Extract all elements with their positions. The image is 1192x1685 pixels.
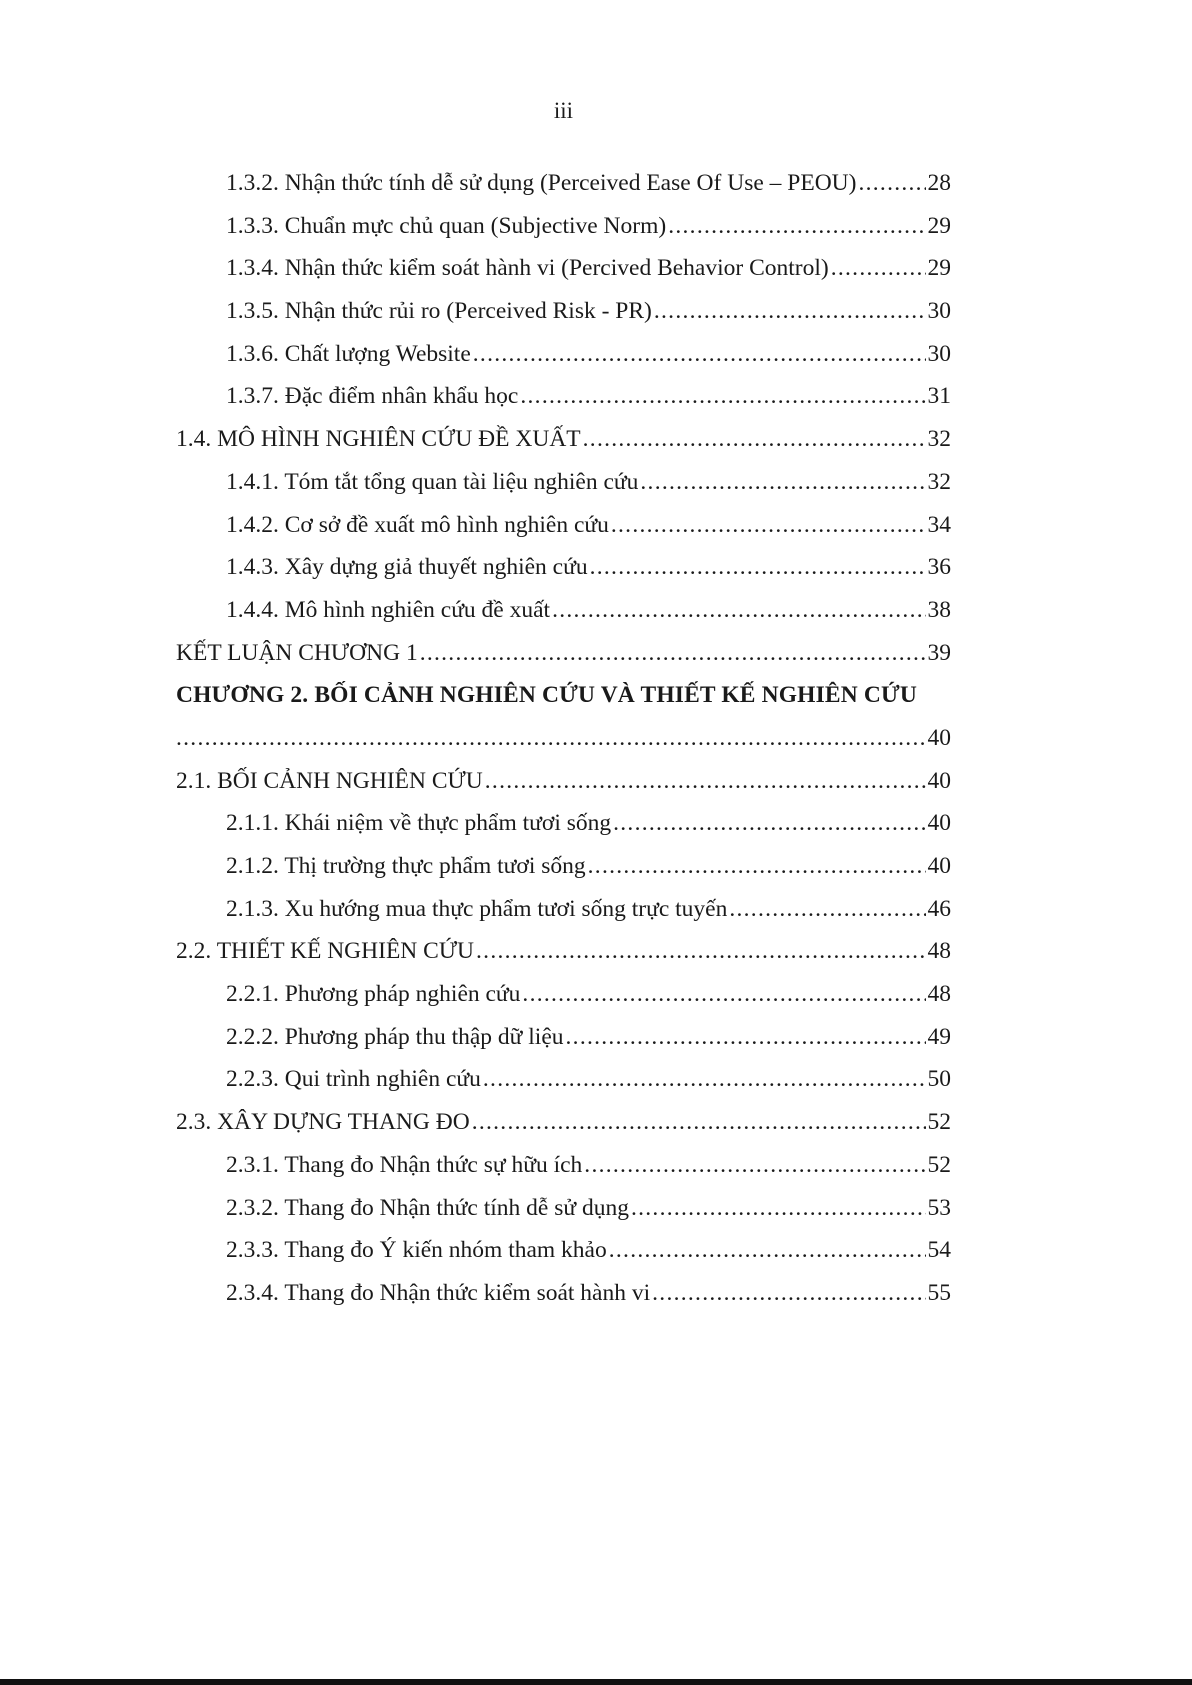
- toc-entry-title: KẾT LUẬN CHƯƠNG 1: [176, 639, 418, 666]
- toc-entry-page: 52: [927, 1151, 951, 1178]
- toc-subsection-entry[interactable]: [176, 896, 951, 939]
- toc-subsection-entry[interactable]: [176, 298, 951, 341]
- toc-subsection-entry[interactable]: [176, 1237, 951, 1280]
- toc-dot-leader: [729, 896, 925, 923]
- toc-entry-page: 31: [927, 383, 951, 410]
- toc-subsection-entry[interactable]: [176, 1152, 951, 1195]
- toc-dot-leader: [473, 341, 926, 368]
- toc-entry-title: 2.2.1. Phương pháp nghiên cứu: [226, 981, 521, 1008]
- toc-subsection-entry[interactable]: [176, 1024, 951, 1067]
- toc-entry-page: 54: [927, 1237, 951, 1264]
- toc-entry-title: 1.3.4. Nhận thức kiểm soát hành vi (Percived Behavior Control): [226, 255, 829, 282]
- toc-subsection-entry[interactable]: [176, 512, 951, 555]
- toc-entry-page: 29: [927, 212, 951, 239]
- toc-subsection-entry[interactable]: [176, 170, 951, 213]
- toc-dot-leader: [520, 383, 925, 410]
- toc-entry-title: CHƯƠNG 2. BỐI CẢNH NGHIÊN CỨU VÀ THIẾT KẾ NGHIÊN CỨU: [176, 682, 917, 709]
- toc-dot-leader: [654, 298, 926, 325]
- toc-entry-title: 1.4.3. Xây dựng giả thuyết nghiên cứu: [226, 554, 588, 581]
- toc-entry-title: 2.1. BỐI CẢNH NGHIÊN CỨU: [176, 767, 483, 794]
- toc-entry-title: 2.3. XÂY DỰNG THANG ĐO: [176, 1109, 470, 1136]
- toc-subsection-entry[interactable]: [176, 213, 951, 256]
- toc-dot-leader: [583, 426, 926, 453]
- toc-dot-leader: [858, 170, 925, 197]
- toc-entry-page: 32: [927, 468, 951, 495]
- toc-entry-title: 1.3.7. Đặc điểm nhân khẩu học: [226, 383, 519, 410]
- toc-dot-leader: [584, 1152, 925, 1179]
- toc-dot-leader: [590, 554, 926, 581]
- toc-entry-page: 40: [927, 767, 951, 794]
- toc-entry-title: 2.1.3. Xu hướng mua thực phẩm tươi sống trực tuyến: [226, 895, 728, 922]
- toc-entry-title: 1.4.1. Tóm tắt tổng quan tài liệu nghiên cứu: [226, 468, 639, 495]
- toc-subsection-entry[interactable]: [176, 853, 951, 896]
- toc-entry-title: 2.2.2. Phương pháp thu thập dữ liệu: [226, 1023, 564, 1050]
- toc-dot-leader: [611, 512, 926, 539]
- toc-entry-page: 30: [927, 340, 951, 367]
- toc-dot-leader: [631, 1195, 926, 1222]
- page-number: iii: [553, 98, 574, 123]
- toc-entry-title: 2.3.3. Thang đo Ý kiến nhóm tham khảo: [226, 1237, 607, 1264]
- toc-subsection-entry[interactable]: [176, 554, 951, 597]
- toc-section-entry[interactable]: [176, 640, 951, 683]
- toc-entry-page: 28: [927, 170, 951, 196]
- toc-chapter-heading[interactable]: [176, 682, 951, 725]
- toc-dot-leader: [640, 469, 925, 496]
- toc-entry-page: 55: [927, 1279, 951, 1306]
- bottom-border: [0, 1679, 1192, 1685]
- toc-entry-page: 48: [927, 938, 951, 965]
- toc-dot-leader: [485, 768, 926, 795]
- toc-dot-leader: [668, 213, 925, 240]
- toc-dot-leader: [552, 597, 925, 624]
- toc-dot-leader: [476, 938, 925, 965]
- toc-dot-leader: [472, 1109, 926, 1136]
- toc-entry-title: 1.4.4. Mô hình nghiên cứu đề xuất: [226, 596, 551, 623]
- toc-dot-leader: [420, 640, 926, 667]
- toc-section-entry[interactable]: [176, 938, 951, 981]
- toc-entry-page: 38: [927, 596, 951, 623]
- toc-dot-leader: [609, 1237, 926, 1264]
- toc-entry-page: 34: [927, 511, 951, 538]
- toc-entry-page: 53: [927, 1194, 951, 1221]
- toc-entry-title: 1.4. MÔ HÌNH NGHIÊN CỨU ĐỀ XUẤT: [176, 426, 581, 453]
- toc-subsection-entry[interactable]: [176, 1280, 951, 1323]
- toc-entry-title: 2.3.1. Thang đo Nhận thức sự hữu ích: [226, 1151, 583, 1178]
- toc-section-entry[interactable]: [176, 1109, 951, 1152]
- toc-entry-page: 48: [927, 981, 951, 1008]
- toc-entry-page: 40: [927, 853, 951, 879]
- toc-entry-page: 46: [927, 895, 951, 922]
- toc-subsection-entry[interactable]: [176, 981, 951, 1024]
- toc-dot-leader: [831, 255, 926, 282]
- toc-entry-page: 49: [927, 1023, 951, 1050]
- toc-entry-title: 1.3.3. Chuẩn mực chủ quan (Subjective Norm): [226, 212, 667, 239]
- toc-entry-title: 2.3.2. Thang đo Nhận thức tính dễ sử dụng: [226, 1194, 629, 1221]
- toc-entry-title: 1.4.2. Cơ sở đề xuất mô hình nghiên cứu: [226, 511, 609, 538]
- toc-entry-page: 36: [927, 554, 951, 581]
- toc-subsection-entry[interactable]: [176, 383, 951, 426]
- toc-section-entry[interactable]: [176, 426, 951, 469]
- toc-entry-title: 2.2.3. Qui trình nghiên cứu: [226, 1066, 481, 1093]
- toc-entry-title: 2.3.4. Thang đo Nhận thức kiểm soát hành vi: [226, 1279, 651, 1306]
- toc-dot-leader: [176, 725, 926, 752]
- table-of-contents: [176, 170, 951, 1323]
- toc-dot-leader: [613, 810, 925, 837]
- toc-subsection-entry[interactable]: [176, 1195, 951, 1238]
- toc-entry-title: 2.1.2. Thị trường thực phẩm tươi sống: [226, 853, 586, 879]
- toc-entry-title: 2.1.1. Khái niệm về thực phẩm tươi sống: [226, 810, 612, 837]
- toc-chapter-page-line[interactable]: [176, 725, 951, 768]
- toc-entry-page: 52: [927, 1109, 951, 1136]
- toc-entry-page: 30: [927, 298, 951, 325]
- toc-entry-page: 39: [927, 639, 951, 666]
- toc-subsection-entry[interactable]: [176, 810, 951, 853]
- toc-subsection-entry[interactable]: [176, 255, 951, 298]
- toc-entry-title: 1.3.2. Nhận thức tính dễ sử dụng (Perceived Ease Of Use – PEOU): [226, 170, 857, 196]
- toc-entry-page: 40: [927, 724, 951, 751]
- toc-dot-leader: [483, 1066, 926, 1093]
- toc-subsection-entry[interactable]: [176, 469, 951, 512]
- toc-entry-page: 50: [927, 1066, 951, 1093]
- toc-dot-leader: [588, 853, 926, 880]
- toc-entry-title: 1.3.5. Nhận thức rủi ro (Perceived Risk - PR): [226, 298, 652, 325]
- toc-section-entry[interactable]: [176, 768, 951, 811]
- toc-entry-title: 2.2. THIẾT KẾ NGHIÊN CỨU: [176, 938, 475, 965]
- toc-dot-leader: [652, 1280, 925, 1307]
- toc-subsection-entry[interactable]: [176, 341, 951, 384]
- toc-dot-leader: [566, 1024, 926, 1051]
- toc-subsection-entry[interactable]: [176, 597, 951, 640]
- toc-dot-leader: [522, 981, 925, 1008]
- toc-entry-page: 29: [927, 255, 951, 282]
- toc-entry-title: 1.3.6. Chất lượng Website: [226, 340, 471, 367]
- toc-entry-page: 40: [927, 810, 951, 837]
- toc-entry-page: 32: [927, 426, 951, 453]
- toc-subsection-entry[interactable]: [176, 1066, 951, 1109]
